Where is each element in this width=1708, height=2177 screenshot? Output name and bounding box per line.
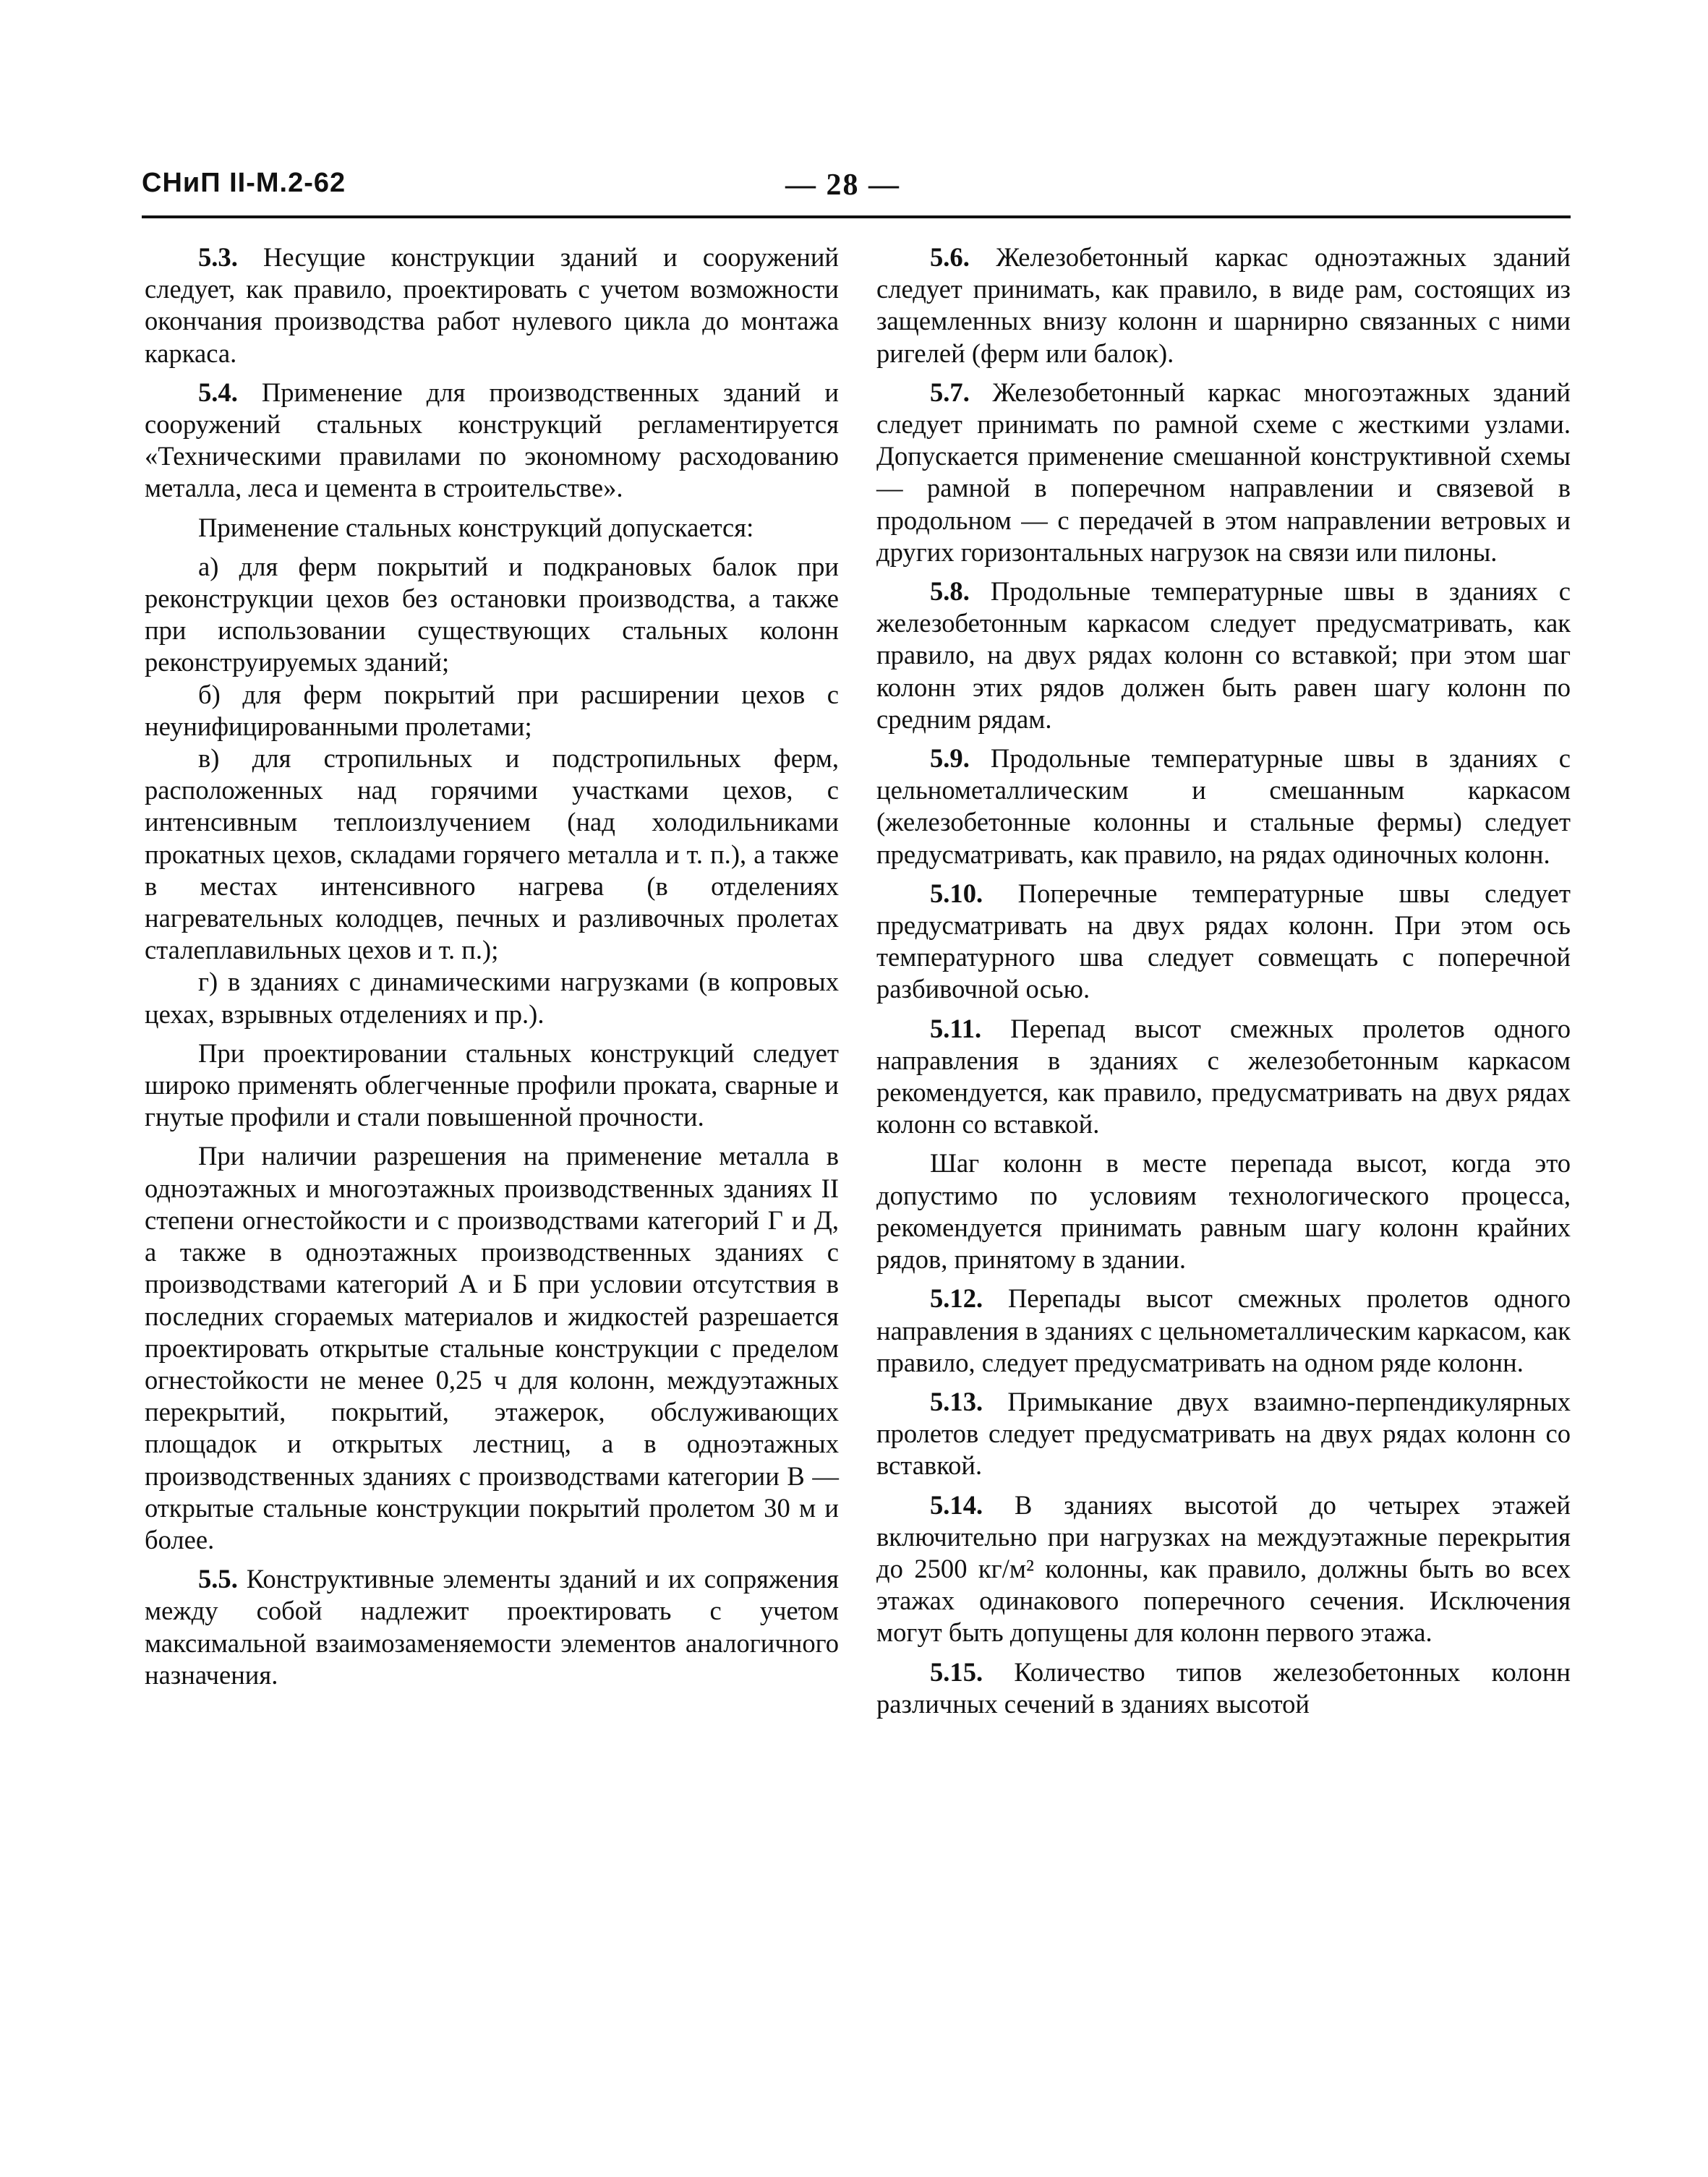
section-number: 5.12. — [930, 1283, 983, 1314]
section-number: 5.4. — [198, 377, 238, 407]
section-number: 5.6. — [930, 242, 970, 272]
section-5-14 — [876, 1489, 1571, 1649]
section-number: 5.13. — [930, 1386, 983, 1416]
section-text: Перепады высот смежных пролетов одного направления в зданиях с цельнометаллическим каркасом, как правило, следует предусматривать на одном ряде колонн. — [876, 1283, 1571, 1377]
section-text: Поперечные температурные швы следует предусматривать на двух рядах колонн. При этом ось температурного шва следует совмещать с поперечной разбивочной осью. — [876, 878, 1571, 1004]
section-text: Перепад высот смежных пролетов одного направления в зданиях с железобетонным каркасом рекомендуется, как правило, предусматривать на двух рядах колонн со вставкой. — [876, 1013, 1571, 1139]
right-column — [876, 241, 1571, 1727]
section-text: Применение для производственных зданий и сооружений стальных конструкций регламентируется «Техническими правилами по экономному расходованию металла, леса и цемента в строительстве». — [145, 377, 839, 503]
left-column — [145, 241, 839, 1698]
section-text: Несущие конструкции зданий и сооружений следует, как правило, проектировать с учетом возможности окончания производства работ нулевого цикла до монтажа каркаса. — [145, 242, 839, 368]
section-number: 5.14. — [930, 1489, 983, 1520]
section-5-4 — [145, 377, 839, 505]
section-number: 5.11. — [930, 1013, 982, 1043]
section-text: В зданиях высотой до четырех этажей включительно при нагрузках на междуэтажные перекрытия до 2500 кг/м² колонны, как правило, должны быть во всех этажах одинакового поперечного сечения. Исключения могут быть допущены для колонн первого этажа. — [876, 1489, 1571, 1648]
section-number: 5.5. — [198, 1564, 238, 1594]
section-number: 5.9. — [930, 743, 970, 774]
section-5-11 — [876, 1013, 1571, 1141]
section-5-13 — [876, 1386, 1571, 1482]
section-text: Продольные температурные швы в зданиях с железобетонным каркасом следует предусматривать, как правило, на двух рядах колонн со вставкой; при этом шаг колонн этих рядов должен быть равен шагу колонн по средним рядам. — [876, 576, 1571, 734]
section-number: 5.15. — [930, 1656, 983, 1687]
section-number: 5.10. — [930, 878, 983, 908]
column-step-paragraph: Шаг колонн в месте перепада высот, когда это допустимо по условиям технологического процесса, рекомендуется принимать равным шагу колонн крайних рядов, принятому в здании. — [876, 1148, 1571, 1275]
page-header — [142, 168, 1571, 218]
section-5-10 — [876, 878, 1571, 1006]
page-number: — 28 — — [785, 168, 900, 202]
list-item-g: г) в зданиях с динамическими нагрузками (в копровых цехах, взрывных отделениях и пр.). — [145, 967, 839, 1029]
section-text: Железобетонный каркас одноэтажных зданий следует принимать, как правило, в виде рам, состоящих из защемленных внизу колонн и шарнирно связанных с ними ригелей (ферм или балок). — [876, 242, 1571, 368]
permit-paragraph: При наличии разрешения на применение металла в одноэтажных и многоэтажных производственных зданиях II степени огнестойкости и с производствами категорий Г и Д, а также в одноэтажных производственных зданиях с производствами категорий А и Б при условии отсутствия в последних сгораемых материалов и жидкостей разрешается проектировать открытые стальные конструкции с пределом огнестойкости не менее 0,25 ч для колонн, междуэтажных перекрытий, покрытий, этажерок, обслуживающих площадок и открытых лестниц, а в одноэтажных производственных зданиях с производствами категории В — открытые стальные конструкции покрытий пролетом 30 м и более. — [145, 1141, 839, 1554]
section-5-12 — [876, 1283, 1571, 1379]
section-text: Примыкание двух взаимно-перпендикулярных пролетов следует предусматривать на двух рядах колонн со вставкой. — [876, 1386, 1571, 1481]
section-5-7 — [876, 377, 1571, 568]
section-5-5 — [145, 1563, 839, 1691]
section-5-9 — [876, 743, 1571, 871]
list-item-a: а) для ферм покрытий и подкрановых балок при реконструкции цехов без остановки производства, а также при использовании существующих стальных колонн реконструируемых зданий; — [145, 551, 839, 677]
section-5-15 — [876, 1656, 1571, 1720]
section-text: Количество типов железобетонных колонн различных сечений в зданиях высотой — [876, 1656, 1571, 1719]
section-5-8 — [876, 576, 1571, 735]
section-number: 5.7. — [930, 377, 970, 407]
document-code: СНиП II-М.2-62 — [142, 168, 346, 198]
steel-intro-paragraph: Применение стальных конструкций допускается: — [198, 512, 754, 542]
section-text: Продольные температурные швы в зданиях с цельнометаллическим и смешанным каркасом (железобетонные колонны и стальные фермы) следует предусматривать, как правило, на рядах одиночных колонн. — [876, 743, 1571, 869]
list-item-v: в) для стропильных и подстропильных ферм, расположенных над горячими участками цехов, с интенсивным теплоизлучением (над холодильниками прокатных цехов, складами горячего металла и т. п.), а также в местах интенсивного нагрева (в отделениях нагревательных колодцев, печных и разливочных пролетах сталеплавильных цехов и т. п.); — [145, 743, 839, 965]
list-item-b: б) для ферм покрытий при расширении цехов с неунифицированными пролетами; — [145, 679, 839, 741]
section-text: Железобетонный каркас многоэтажных зданий следует принимать по рамной схеме с жесткими узлами. Допускается применение смешанной конструктивной схемы — рамной в поперечном направлении и связевой в продольном — с передачей в этом направлении ветровых и других горизонтальных нагрузок на связи или пилоны. — [876, 377, 1571, 567]
section-5-6 — [876, 241, 1571, 369]
section-5-3 — [145, 241, 839, 369]
section-text: Конструктивные элементы зданий и их сопряжения между собой надлежит проектировать с учетом максимальной взаимозаменяемости элементов аналогичного назначения. — [145, 1564, 839, 1690]
section-number: 5.3. — [198, 242, 238, 272]
design-paragraph: При проектировании стальных конструкций следует широко применять облегченные профили проката, сварные и гнутые профили и стали повышенной прочности. — [145, 1038, 839, 1132]
section-number: 5.8. — [930, 576, 970, 607]
header-divider — [142, 215, 1571, 218]
